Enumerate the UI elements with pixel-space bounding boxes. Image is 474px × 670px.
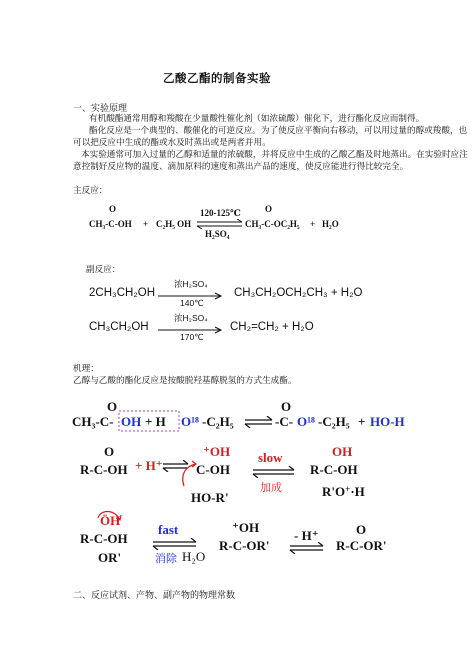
mech1-equilibrium-arrow bbox=[244, 416, 274, 428]
mech2-proton: + H⁺ bbox=[135, 458, 163, 473]
mech3-minus-proton: - H⁺ bbox=[294, 528, 319, 543]
main-product-ester: CH₃-C-OC₂H₅ bbox=[245, 219, 300, 229]
main-lhs-acid: CH₃-C-OH bbox=[89, 219, 132, 229]
section-heading-constants: 二、反应试剂、产物、副产物的物理常数 bbox=[73, 591, 236, 601]
mech3-elimination-label: 消除 bbox=[155, 553, 177, 565]
section-heading-principle: 一、实验原理 bbox=[73, 104, 128, 114]
mech1-product-ethyl: -C₂H₅ bbox=[318, 414, 350, 429]
mech2-acid: R-C-OH bbox=[80, 462, 128, 477]
paragraph-2: 酯化反应是一个典型的、酸催化的可逆反应。为了使反应平衡向右移动，可以用过量的醇或羧酸，也可以把反应中生成的酯或水及时蒸出或是两者并用。 bbox=[73, 126, 468, 148]
main-lhs-carbonyl-o: O bbox=[109, 204, 117, 214]
mech2-eq-arrow-2 bbox=[252, 466, 296, 478]
mech3-ester-cation: R-C-OR' bbox=[219, 538, 270, 553]
mech3-tetra: R-C-OH bbox=[80, 531, 128, 546]
side1-lhs: 2CH₃CH₂OH bbox=[89, 287, 156, 299]
mech3-product-o: O bbox=[356, 522, 367, 537]
main-plus-2: + bbox=[310, 219, 316, 229]
side1-condition-temp: 140℃ bbox=[180, 298, 204, 308]
mech3-protonated-o: ⁺OH bbox=[232, 520, 260, 535]
mech3-water: H₂O bbox=[182, 549, 206, 564]
main-reaction-label: 主反应： bbox=[73, 186, 108, 196]
mech1-hydroxyl: OH bbox=[121, 414, 142, 429]
main-equilibrium-arrow bbox=[196, 219, 244, 229]
mech1-acid-part: CH₃-C- bbox=[72, 414, 114, 429]
mech1-product-c: -C- bbox=[275, 414, 294, 429]
mech3-eq-arrow-2 bbox=[289, 542, 325, 554]
mech1-water: HO-H bbox=[370, 414, 405, 429]
mech2-alcohol: HO-R' bbox=[191, 490, 229, 505]
page-title: 乙酸乙酯的制备实验 bbox=[163, 71, 271, 85]
paragraph-1: 有机酸酯通常用醇和羧酸在少量酸性催化剂（如浓硫酸）催化下，进行酯化反应而制得。 bbox=[89, 114, 425, 124]
side2-condition-acid: 浓H₂SO₄ bbox=[174, 313, 208, 323]
mech2-o-top: O bbox=[104, 444, 115, 459]
mech2-tetra-oh: OH bbox=[332, 444, 353, 459]
main-lhs-ethanol: C₂H₅ OH bbox=[156, 219, 192, 229]
mech3-push-arrow bbox=[92, 508, 132, 534]
mech2-addition-label: 加成 bbox=[260, 482, 282, 494]
mech2-tetra: R-C-OH bbox=[310, 462, 358, 477]
mech1-ethyl: -C₂H₅ bbox=[202, 414, 234, 429]
side1-condition-acid: 浓H₂SO₄ bbox=[174, 279, 208, 289]
mech1-plus-h: + H bbox=[145, 414, 166, 429]
mech3-product-ester: R-C-OR' bbox=[336, 538, 387, 553]
mech2-attack-arrow bbox=[180, 460, 200, 488]
side2-condition-temp: 170℃ bbox=[180, 332, 204, 342]
side2-rhs: CH₂=CH₂ + H₂O bbox=[230, 321, 314, 333]
mech3-or: OR' bbox=[98, 550, 122, 565]
mech2-oxonium: R'O+·H bbox=[322, 484, 365, 499]
side2-lhs: CH₃CH₂OH bbox=[89, 321, 149, 333]
mech2-slow-label: slow bbox=[258, 450, 283, 465]
paragraph-3: 本实验通常可加入过量的乙醇和适量的浓硫酸，并将反应中生成的乙酸乙酯及时地蒸出。在实验时应注意控制好反应物的温度、滴加原料的速度和蒸出产品的速度，使反应能进行得比较完全。 bbox=[73, 150, 468, 172]
mech2-protonated-o: ⁺OH bbox=[203, 444, 231, 459]
mech3-fast-label: fast bbox=[158, 522, 179, 537]
side1-rhs: CH₃CH₂OCH₂CH₃ + H₂O bbox=[234, 287, 363, 299]
main-product-water: H₂O bbox=[322, 219, 339, 229]
mech2-cation-c: C-OH bbox=[196, 462, 230, 477]
side-reaction-label: 副反应： bbox=[86, 265, 121, 275]
mech1-o-top: O bbox=[107, 399, 118, 414]
main-condition-catalyst: H₂SO₄ bbox=[205, 229, 230, 239]
main-condition-temp: 120-125℃ bbox=[200, 208, 241, 218]
mech1-plus: + bbox=[358, 414, 366, 429]
mech1-labeled-o: O¹⁸ bbox=[181, 414, 199, 429]
mech3-oh: ÖH bbox=[100, 513, 121, 528]
main-plus: + bbox=[143, 219, 149, 229]
mechanism-label: 机理： bbox=[73, 364, 99, 374]
main-product-carbonyl-o: O bbox=[265, 204, 273, 214]
mechanism-text: 乙醇与乙酸的酯化反应是按酸脱羟基醇脱氢的方式生成酯。 bbox=[73, 376, 297, 386]
mech1-product-o-top: O bbox=[281, 399, 292, 414]
mech1-product-labeled-o: O¹⁸ bbox=[297, 414, 315, 429]
